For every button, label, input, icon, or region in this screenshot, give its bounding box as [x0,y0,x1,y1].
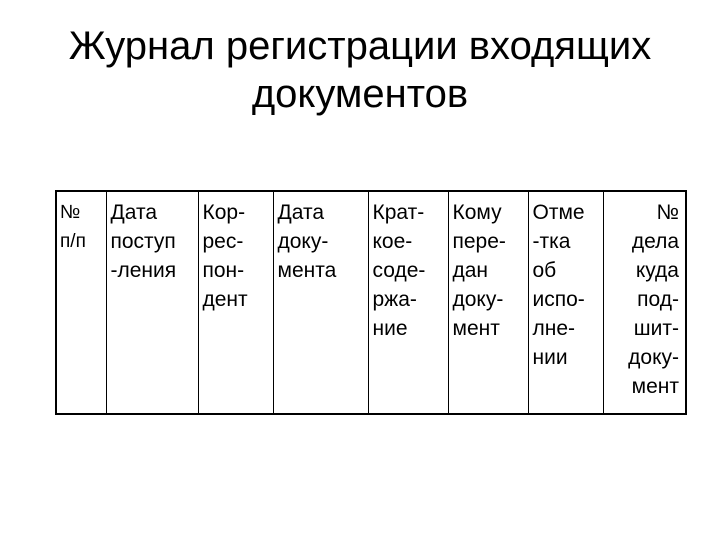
column-header-receipt-date: Дата поступ -ления [106,191,198,414]
column-header-recipient: Кому пере- дан доку- мент [448,191,528,414]
page-title-line-2: документов [251,72,469,116]
column-header-number: № п/п [56,191,106,414]
page-title [40,22,680,118]
journal-table [55,190,687,415]
column-header-correspondent: Кор- рес- пон- дент [198,191,273,414]
column-header-document-date: Дата доку- мента [273,191,368,414]
column-header-summary: Крат- кое- соде- ржа- ние [368,191,448,414]
column-header-file-number: № дела куда под- шит- доку- мент [603,191,686,414]
column-header-execution-mark: Отме -тка об испо- лне- нии [528,191,603,414]
table-header-row [56,191,686,414]
page-title-line-1: Журнал регистрации входящих [68,24,652,68]
